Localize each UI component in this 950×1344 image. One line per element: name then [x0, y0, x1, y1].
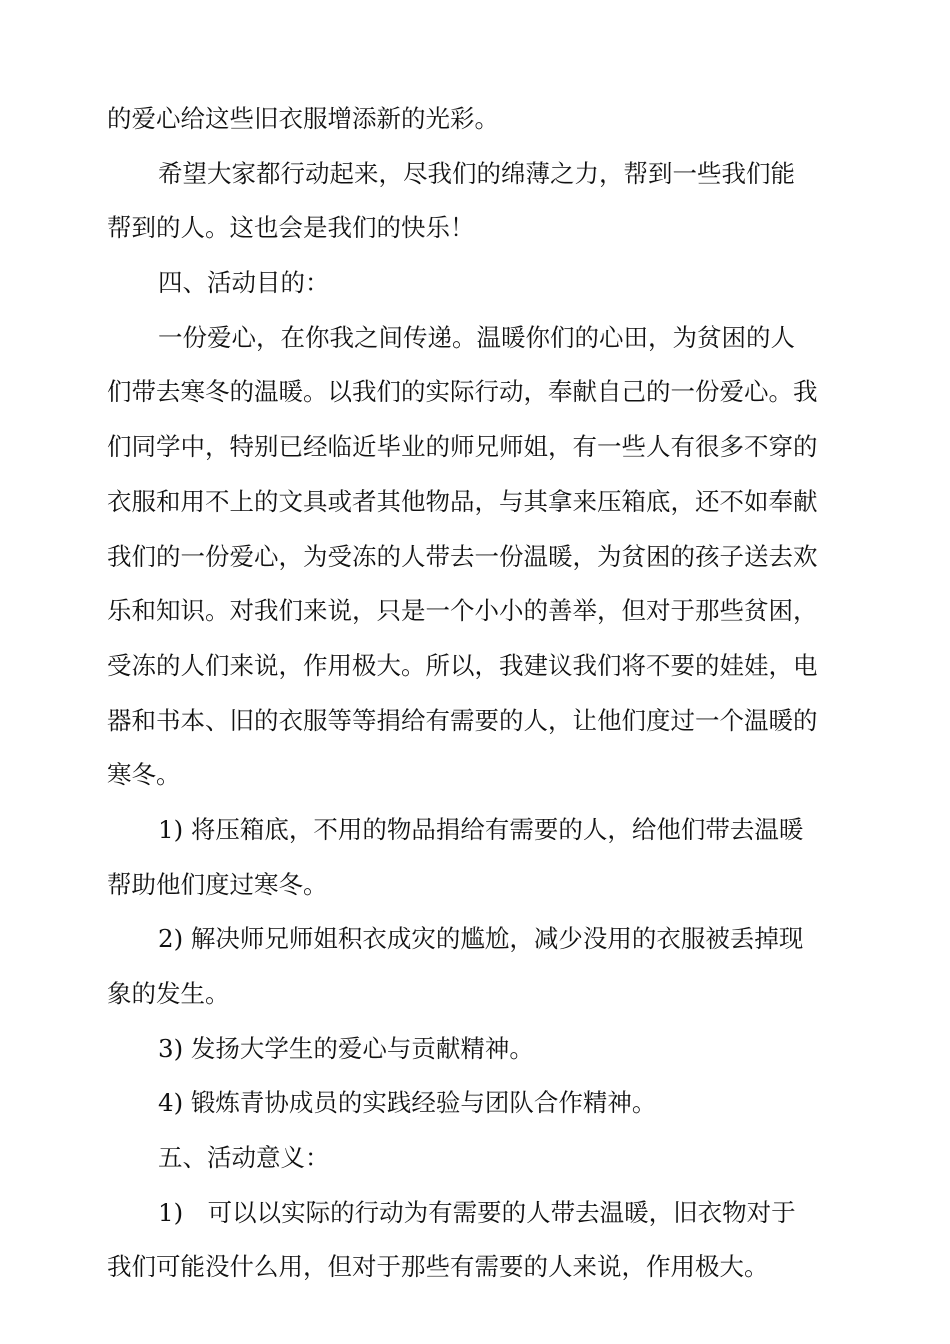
- text-line: 希望大家都行动起来，尽我们的绵薄之力，帮到一些我们能: [158, 158, 795, 188]
- text-line: 四、活动目的：: [158, 268, 330, 298]
- text-line: 我们的一份爱心，为受冻的人带去一份温暖，为贫困的孩子送去欢: [107, 541, 818, 571]
- text-line: 五、活动意义：: [158, 1143, 330, 1173]
- list-item: [107, 1076, 847, 1131]
- text-line: 们同学中，特别已经临近毕业的师兄师姐，有一些人有很多不穿的: [107, 432, 818, 462]
- paragraph: [107, 147, 847, 256]
- list-item: [107, 803, 847, 912]
- text-line: 们带去寒冬的温暖。以我们的实际行动，奉献自己的一份爱心。我: [107, 377, 818, 407]
- section-heading-significance: [107, 1131, 847, 1186]
- text-line: 帮到的人。这也会是我们的快乐！: [107, 213, 475, 243]
- text-line: 2) 解决师兄师姐积衣成灾的尴尬，减少没用的衣服被丢掉现: [158, 924, 804, 954]
- text-line: 象的发生。: [107, 979, 230, 1008]
- paragraph: [107, 311, 847, 803]
- text-line: 4) 锻炼青协成员的实践经验与团队合作精神。: [158, 1088, 657, 1118]
- text-line: 乐和知识。对我们来说，只是一个小小的善举，但对于那些贫困，: [107, 596, 818, 626]
- text-line: 1) 可以以实际的行动为有需要的人带去温暖，旧衣物对于: [158, 1197, 796, 1227]
- text-line: 器和书本、旧的衣服等等捐给有需要的人，让他们度过一个温暖的: [107, 705, 818, 735]
- list-item: [107, 912, 847, 1021]
- text-line: 一份爱心，在你我之间传递。温暖你们的心田，为贫困的人: [158, 322, 795, 352]
- list-item: [107, 1186, 847, 1295]
- section-heading-purpose: [107, 256, 847, 311]
- list-item: [107, 1022, 847, 1077]
- text-line: 受冻的人们来说，作用极大。所以，我建议我们将不要的娃娃，电: [107, 650, 818, 680]
- text-line: 衣服和用不上的文具或者其他物品，与其拿来压箱底，还不如奉献: [107, 486, 818, 516]
- text-line: 3) 发扬大学生的爱心与贡献精神。: [158, 1033, 534, 1063]
- text-line: 帮助他们度过寒冬。: [107, 869, 328, 899]
- text-line: 寒冬。: [107, 760, 181, 790]
- document-body: [107, 92, 847, 1295]
- text-line: 的爱心给这些旧衣服增添新的光彩。: [107, 104, 499, 133]
- paragraph: [107, 92, 847, 147]
- text-line: 我们可能没什么用，但对于那些有需要的人来说，作用极大。: [107, 1252, 769, 1282]
- text-line: 1) 将压箱底，不用的物品捐给有需要的人，给他们带去温暖: [158, 814, 804, 844]
